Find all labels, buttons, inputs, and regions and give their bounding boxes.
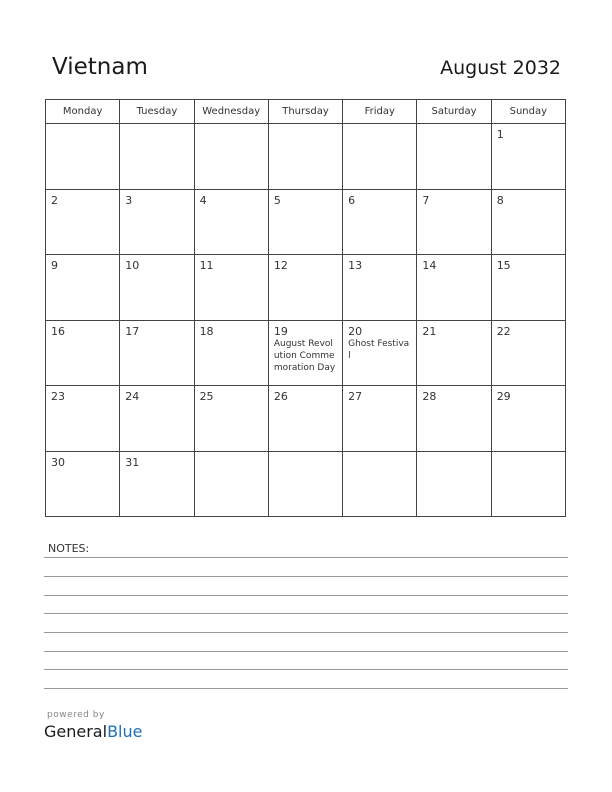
day-number: 15 [496, 259, 511, 272]
notes-label: NOTES: [48, 542, 90, 555]
day-cell [194, 189, 268, 255]
day-number [492, 452, 565, 456]
note-line [44, 595, 568, 596]
note-line [44, 669, 568, 670]
day-number: 21 [422, 324, 437, 338]
day-cell [491, 124, 565, 190]
day-number [269, 124, 342, 128]
brand-blue: Blue [107, 722, 143, 741]
day-number: 2 [51, 193, 58, 207]
country-title: Vietnam [52, 54, 148, 80]
day-number: 26 [273, 390, 288, 403]
day-cell [194, 386, 268, 452]
note-line [44, 688, 568, 689]
day-cell [194, 255, 268, 321]
day-number: 30 [51, 455, 65, 469]
day-cell [46, 320, 120, 386]
brand-logo [44, 722, 142, 741]
day-cell [268, 189, 342, 255]
weekday-header-row [46, 100, 566, 124]
note-line [44, 632, 568, 633]
day-cell [343, 386, 417, 452]
day-number [195, 124, 268, 128]
day-cell [194, 320, 268, 386]
day-cell [120, 255, 194, 321]
day-cell [417, 451, 491, 517]
note-line [44, 576, 568, 577]
day-number: 8 [496, 193, 504, 207]
day-cell [343, 124, 417, 190]
day-cell [491, 451, 565, 517]
day-number: 1 [496, 128, 504, 141]
day-cell [46, 451, 120, 517]
day-cell [120, 189, 194, 255]
day-cell [268, 451, 342, 517]
day-number: 31 [125, 455, 140, 469]
note-line [44, 651, 568, 652]
day-cell [46, 124, 120, 190]
day-number [343, 124, 416, 128]
day-cell [46, 189, 120, 255]
day-number: 6 [348, 193, 356, 207]
day-cell [268, 320, 342, 386]
day-cell [120, 320, 194, 386]
day-number: 16 [51, 324, 65, 338]
day-number: 7 [422, 193, 430, 207]
week-row [46, 189, 566, 255]
week-row [46, 320, 566, 386]
day-number: 11 [199, 259, 214, 272]
day-number: 4 [199, 193, 207, 207]
week-row [46, 255, 566, 321]
day-number [120, 124, 193, 128]
day-number: 13 [348, 259, 363, 272]
day-number: 14 [422, 259, 437, 272]
day-number [269, 452, 342, 456]
day-number [343, 452, 416, 456]
day-number [417, 124, 490, 128]
day-number: 22 [496, 324, 511, 338]
day-number: 3 [125, 193, 133, 207]
weekday-monday: Monday [46, 100, 120, 124]
day-cell [194, 124, 268, 190]
day-cell [491, 320, 565, 386]
day-number: 19 [273, 324, 288, 338]
week-row [46, 386, 566, 452]
day-cell [417, 320, 491, 386]
day-cell [268, 386, 342, 452]
day-number: 5 [273, 193, 281, 207]
day-cell [491, 189, 565, 255]
day-number: 20 [348, 324, 363, 338]
day-number: 27 [348, 390, 363, 403]
day-number [46, 124, 119, 128]
day-number: 18 [199, 324, 214, 338]
day-cell [491, 255, 565, 321]
day-cell [268, 255, 342, 321]
day-number: 17 [125, 324, 140, 338]
day-cell [417, 189, 491, 255]
day-number: 12 [273, 259, 288, 272]
calendar-grid [45, 99, 566, 517]
day-cell [491, 386, 565, 452]
day-cell [343, 320, 417, 386]
day-number: 29 [496, 390, 511, 403]
day-cell [268, 124, 342, 190]
weekday-friday: Friday [343, 100, 417, 124]
weekday-saturday: Saturday [417, 100, 491, 124]
day-cell [46, 255, 120, 321]
day-cell [417, 386, 491, 452]
weekday-thursday: Thursday [268, 100, 342, 124]
day-cell [343, 451, 417, 517]
weekday-sunday: Sunday [491, 100, 565, 124]
day-number: 23 [51, 390, 65, 403]
brand-general: General [44, 722, 108, 741]
month-title: August 2032 [440, 57, 561, 79]
holiday-label: August Revolution Commemoration Day [273, 338, 336, 373]
day-number: 9 [51, 259, 58, 272]
day-cell [194, 451, 268, 517]
weekday-wednesday: Wednesday [194, 100, 268, 124]
day-cell [120, 451, 194, 517]
day-cell [417, 124, 491, 190]
day-cell [46, 386, 120, 452]
holiday-label: Ghost Festival [348, 338, 410, 361]
day-cell [120, 124, 194, 190]
day-number: 10 [125, 259, 140, 272]
day-cell [343, 255, 417, 321]
day-number [195, 452, 268, 456]
note-line [44, 613, 568, 614]
note-line [44, 557, 568, 558]
day-cell [343, 189, 417, 255]
day-number: 25 [199, 390, 214, 403]
weekday-tuesday: Tuesday [120, 100, 194, 124]
day-number: 24 [125, 390, 140, 403]
powered-by-text: powered by [47, 710, 105, 720]
day-number: 28 [422, 390, 437, 403]
day-number [417, 452, 490, 456]
day-cell [120, 386, 194, 452]
week-row [46, 451, 566, 517]
week-row [46, 124, 566, 190]
day-cell [417, 255, 491, 321]
